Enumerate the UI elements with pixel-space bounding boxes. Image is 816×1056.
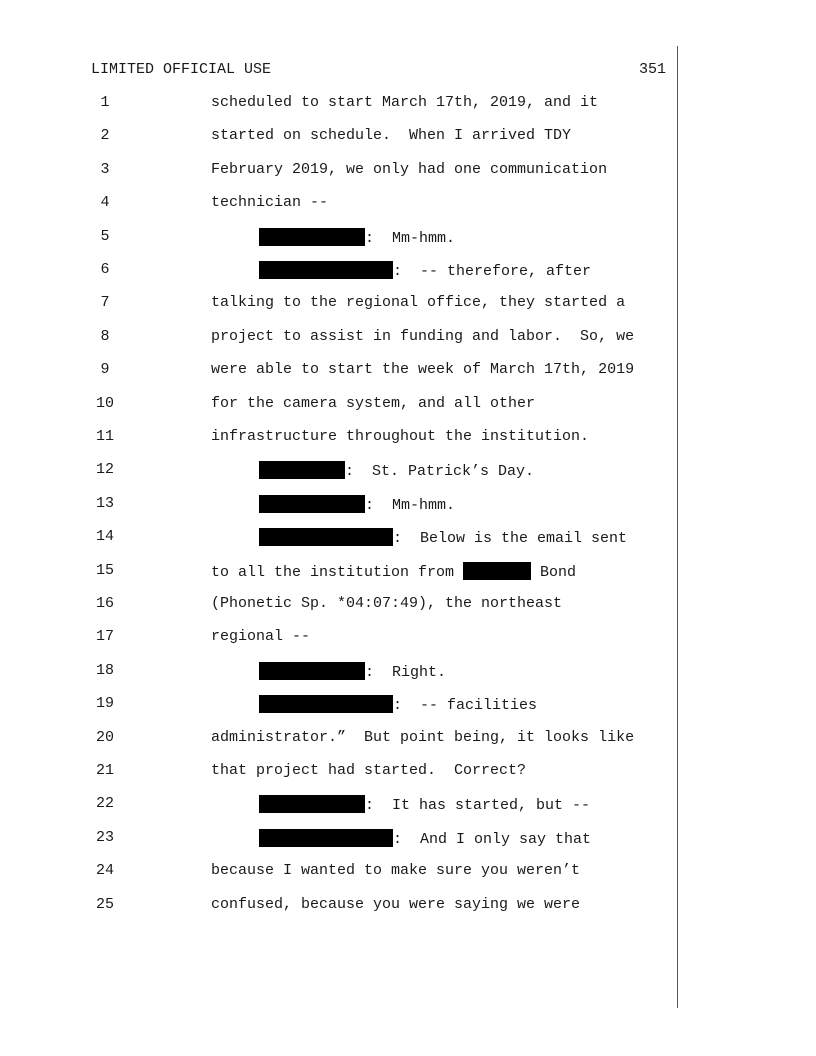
line-number: 16 — [95, 595, 114, 612]
line-number: 4 — [100, 194, 110, 212]
line-text — [259, 495, 455, 514]
speaker-redaction — [259, 461, 345, 479]
line-number: 2 — [100, 127, 110, 145]
classification-marking: LIMITED OFFICIAL USE — [91, 61, 272, 78]
line-text — [211, 127, 571, 144]
line-number: 24 — [95, 862, 114, 880]
speaker-redaction — [259, 228, 365, 246]
line-text — [211, 428, 589, 445]
line-text-segment: for the camera system, and all other — [211, 394, 536, 412]
line-number: 17 — [95, 628, 114, 646]
line-text-segment: : Mm-hmm. — [365, 496, 456, 514]
line-text — [211, 595, 562, 612]
line-text — [211, 395, 535, 412]
line-text-segment: because I wanted to make sure you weren’t — [211, 862, 581, 880]
line-number: 15 — [95, 561, 114, 579]
line-text — [259, 695, 537, 714]
line-text-segment: : -- facilities — [393, 697, 538, 715]
line-number: 12 — [95, 461, 114, 479]
line-number: 13 — [95, 494, 114, 512]
transcript-line — [0, 495, 816, 517]
line-text-segment: February 2019, we only had one communication — [211, 160, 608, 178]
transcript-line — [0, 729, 816, 751]
line-number: 6 — [100, 261, 110, 278]
line-text — [211, 762, 526, 779]
transcript-line — [0, 528, 816, 550]
speaker-redaction — [259, 829, 393, 847]
line-text — [259, 662, 446, 681]
line-text-segment: talking to the regional office, they started a — [211, 294, 626, 312]
line-number: 22 — [95, 795, 114, 813]
transcript-line — [0, 862, 816, 884]
line-text-segment: technician -- — [211, 194, 329, 212]
transcript-line — [0, 395, 816, 417]
line-text-segment: administrator.” But point being, it looks like — [211, 728, 635, 746]
speaker-redaction — [259, 795, 365, 813]
page-number: 351 — [638, 61, 666, 78]
line-text-segment: to all the institution from — [211, 563, 464, 581]
line-text — [211, 361, 634, 378]
line-number: 18 — [95, 661, 114, 679]
line-text — [211, 729, 634, 746]
transcript-line — [0, 361, 816, 383]
transcript-line — [0, 896, 816, 918]
line-number: 9 — [100, 361, 110, 379]
line-text — [259, 261, 591, 280]
transcript-line — [0, 461, 816, 483]
line-text-segment: project to assist in funding and labor. So, we — [211, 327, 635, 345]
name-redaction — [463, 562, 531, 580]
line-number: 20 — [95, 728, 114, 746]
line-text — [211, 328, 634, 345]
line-text — [211, 896, 580, 913]
line-number: 7 — [100, 294, 110, 312]
line-text-segment: infrastructure throughout the institution. — [211, 428, 590, 445]
speaker-redaction — [259, 528, 393, 546]
line-number: 23 — [95, 828, 114, 846]
line-text — [211, 628, 310, 645]
line-text-segment: : And I only say that — [393, 830, 592, 848]
line-text — [259, 461, 534, 480]
line-text-segment: : Right. — [365, 663, 447, 681]
line-text-segment: : Below is the email sent — [393, 530, 628, 548]
line-number: 5 — [100, 227, 110, 245]
line-text-segment: regional -- — [211, 628, 311, 646]
line-number: 10 — [95, 394, 114, 412]
line-text — [211, 94, 598, 111]
line-number: 14 — [95, 528, 114, 546]
transcript-line — [0, 762, 816, 784]
line-text — [211, 161, 607, 178]
line-text-segment: that project had started. Correct? — [211, 762, 527, 779]
line-text — [259, 795, 590, 814]
line-text-segment: confused, because you were saying we were — [211, 895, 581, 913]
transcript-line — [0, 662, 816, 684]
line-number: 3 — [100, 160, 110, 178]
transcript-line — [0, 294, 816, 316]
speaker-redaction — [259, 261, 393, 279]
line-text — [211, 562, 576, 581]
transcript-line — [0, 328, 816, 350]
line-text-segment: (Phonetic Sp. *04:07:49), the northeast — [211, 595, 563, 612]
speaker-redaction — [259, 662, 365, 680]
line-text — [211, 862, 580, 879]
speaker-redaction — [259, 495, 365, 513]
line-text — [259, 829, 591, 848]
line-text — [211, 294, 625, 311]
line-text-segment: scheduled to start March 17th, 2019, and it — [211, 94, 599, 111]
transcript-line — [0, 161, 816, 183]
transcript-line — [0, 94, 816, 116]
line-number: 8 — [100, 327, 110, 345]
transcript-line — [0, 127, 816, 149]
line-number: 11 — [95, 428, 114, 445]
line-text — [259, 528, 627, 547]
transcript-line — [0, 261, 816, 283]
line-number: 21 — [95, 762, 114, 779]
speaker-redaction — [259, 695, 393, 713]
line-text-segment: Bond — [531, 563, 577, 581]
line-text-segment: were able to start the week of March 17th, 2019 — [211, 361, 635, 379]
line-text — [259, 228, 455, 247]
line-text-segment: : St. Patrick’s Day. — [345, 463, 535, 481]
transcript-line — [0, 795, 816, 817]
transcript-line — [0, 628, 816, 650]
line-text — [211, 194, 328, 211]
line-number: 19 — [95, 695, 114, 713]
transcript-line — [0, 228, 816, 250]
line-text-segment: started on schedule. When I arrived TDY — [211, 127, 572, 145]
line-number: 1 — [100, 94, 110, 111]
transcript-line — [0, 829, 816, 851]
transcript-line — [0, 562, 816, 584]
line-number: 25 — [95, 895, 114, 913]
transcript-line — [0, 428, 816, 450]
transcript-line — [0, 595, 816, 617]
transcript-line — [0, 194, 816, 216]
line-text-segment: : -- therefore, after — [393, 263, 592, 280]
transcript-line — [0, 695, 816, 717]
line-text-segment: : It has started, but -- — [365, 797, 591, 815]
line-text-segment: : Mm-hmm. — [365, 229, 456, 247]
